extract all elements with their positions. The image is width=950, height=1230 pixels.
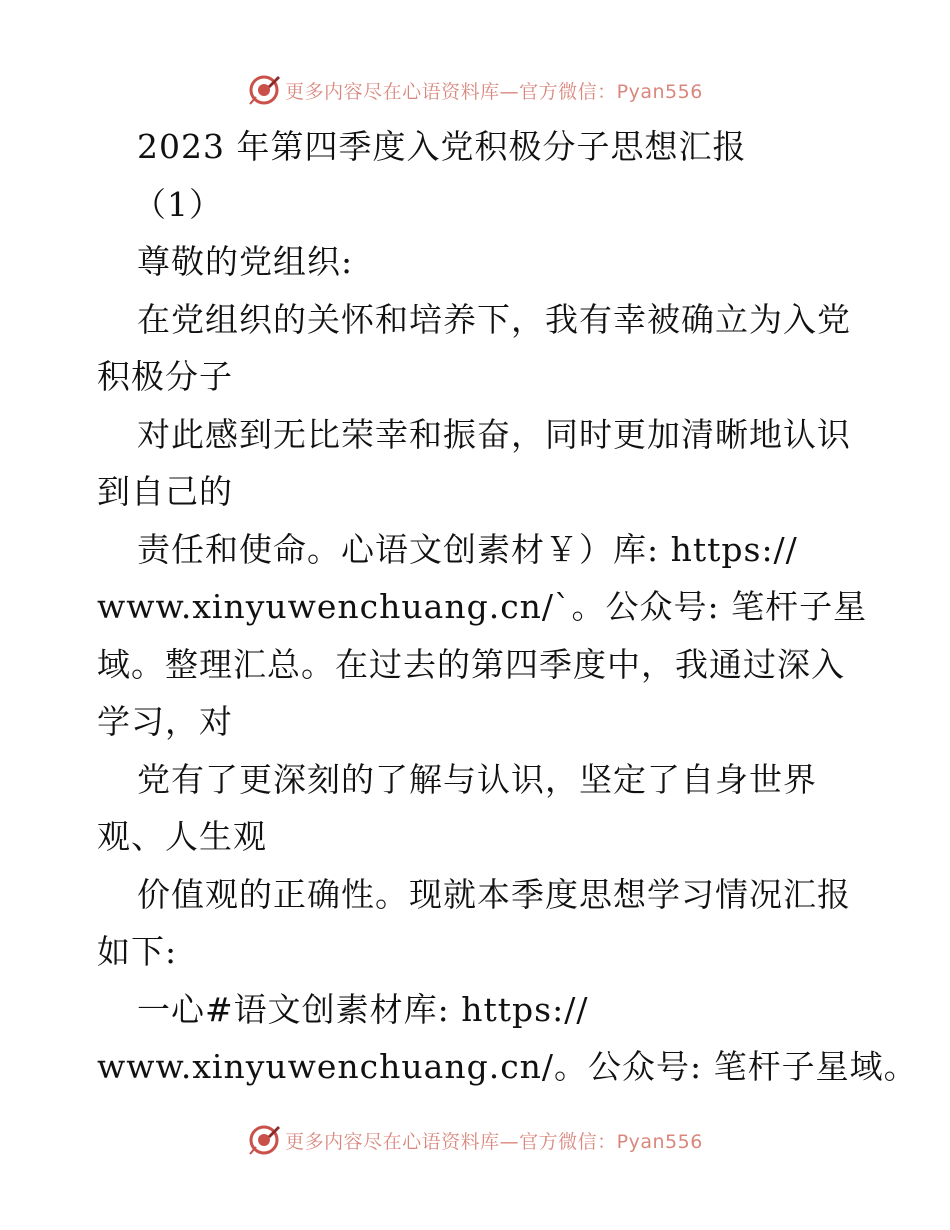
paragraph-line: 学习，对 bbox=[97, 702, 233, 741]
paragraph-line: www.xinyuwenchuang.cn/。公众号: 笔杆子星域。 bbox=[97, 1047, 918, 1086]
paragraph-line: 积极分子 bbox=[97, 357, 233, 396]
doc-subtitle-line: （1） bbox=[133, 184, 223, 224]
footer-watermark-text: 更多内容尽在心语资料库—官方微信：Pyan556 bbox=[285, 1130, 703, 1153]
document-body bbox=[97, 118, 918, 1096]
paragraph-line: 如下: bbox=[97, 932, 178, 971]
header-watermark-banner bbox=[0, 70, 950, 110]
paragraph-line: 对此感到无比荣幸和振奋，同时更加清晰地认识 bbox=[137, 414, 851, 454]
header-watermark-text: 更多内容尽在心语资料库—官方微信：Pyan556 bbox=[285, 80, 703, 103]
salutation-line: 尊敬的党组织: bbox=[137, 242, 354, 281]
paragraph-line: 一心#语文创素材库: https:// bbox=[137, 989, 589, 1029]
footer-watermark-banner bbox=[0, 1120, 950, 1160]
paragraph-line: 域。整理汇总。在过去的第四季度中，我通过深入 bbox=[97, 644, 845, 684]
paragraph-line: www.xinyuwenchuang.cn/`。公众号: 笔杆子星 bbox=[97, 587, 868, 626]
paragraph-line: 责任和使命。心语文创素材￥）库: https:// bbox=[137, 529, 798, 569]
pen-logo-icon bbox=[247, 1123, 281, 1157]
pen-logo-icon bbox=[247, 73, 281, 107]
paragraph-line: 党有了更深刻的了解与认识，坚定了自身世界 bbox=[137, 759, 817, 799]
paragraph-line: 观、人生观 bbox=[97, 817, 267, 856]
paragraph-line: 价值观的正确性。现就本季度思想学习情况汇报 bbox=[137, 874, 851, 914]
paragraph-line: 到自己的 bbox=[97, 472, 233, 511]
doc-title-line: 2023 年第四季度入党积极分子思想汇报 bbox=[137, 127, 747, 166]
paragraph-line: 在党组织的关怀和培养下，我有幸被确立为入党 bbox=[137, 299, 851, 339]
